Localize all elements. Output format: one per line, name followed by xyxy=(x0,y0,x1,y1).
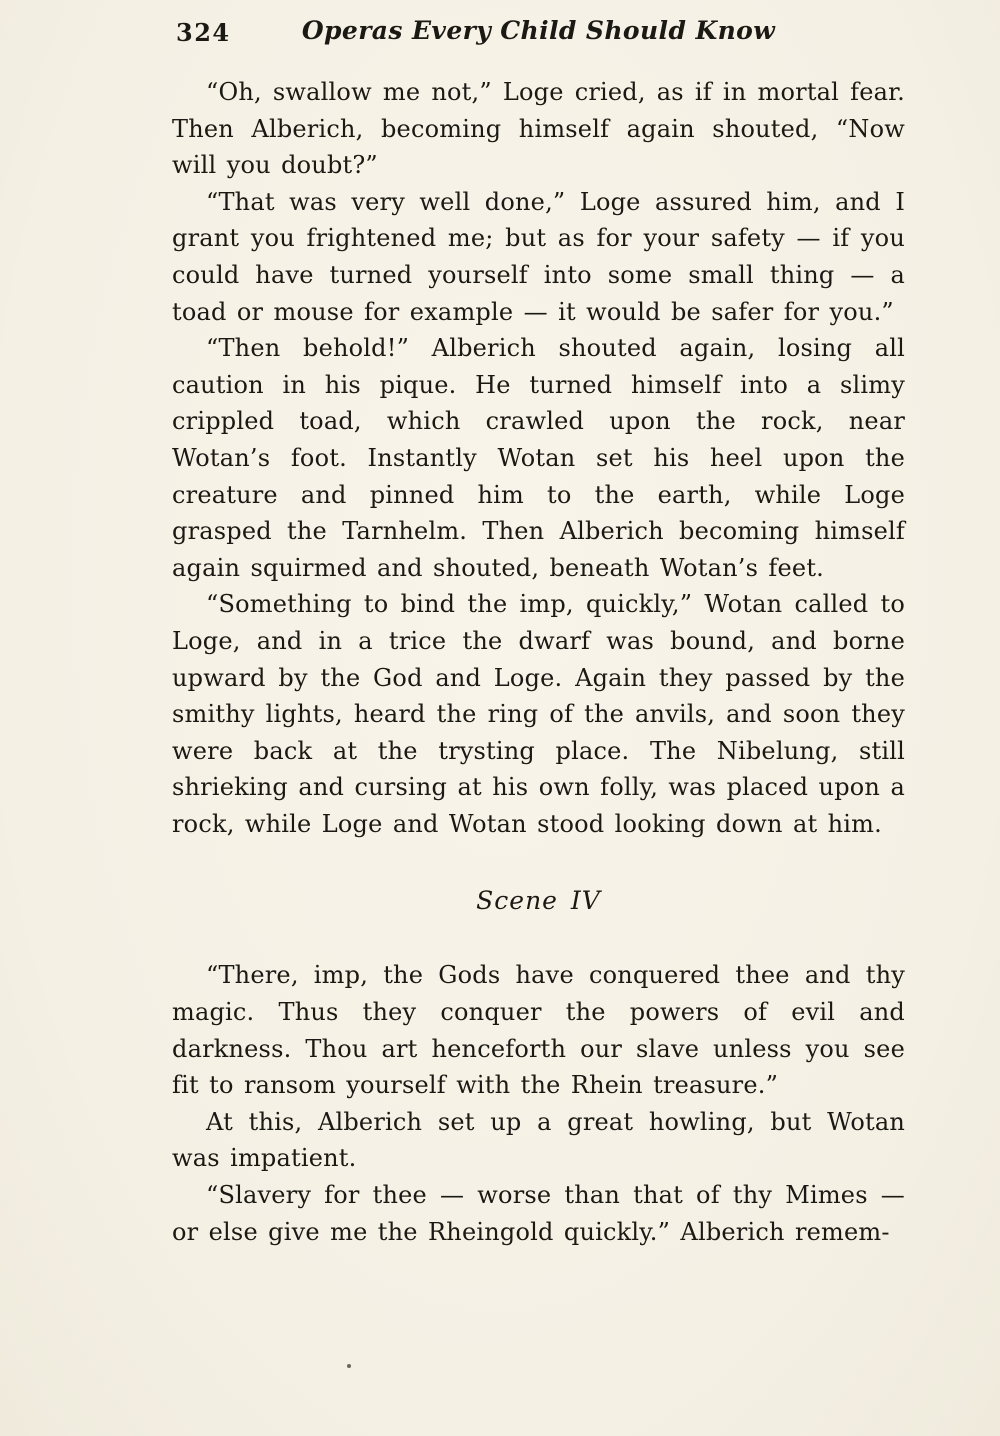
ink-speck xyxy=(347,1364,351,1368)
paragraph: “Oh, swallow me not,” Loge cried, as if in mortal fear. Then Alberich, becoming himself again shouted, “Now will you doubt?” xyxy=(172,78,905,180)
paragraph: “Something to bind the imp, quickly,” Wotan called to Loge, and in a trice the dwarf was bound, and borne upward by the God and Loge. Again they passed by the smithy lights, heard the ring of the anvils, and soon they were back at the trysting place. The Nibelung, still shrieking and cursing at his own folly, was placed upon a rock, while Loge and Wotan stood looking down at him. xyxy=(172,590,905,838)
paragraph: At this, Alberich set up a great howling, but Wotan was impatient. xyxy=(172,1107,905,1173)
page-body xyxy=(172,74,905,1250)
paragraph: “Then behold!” Alberich shouted again, losing all caution in his pique. He turned himself into a slimy crippled toad, which crawled upon the rock, near Wotan’s foot. Instantly Wotan set his heel upon the creature and pinned him to the earth, while Loge grasped the Tarnhelm. Then Alberich becoming himself again squirmed and shouted, beneath Wotan’s feet. xyxy=(172,334,905,582)
paragraph: “That was very well done,” Loge assured him, and I grant you frightened me; but as for your safety — if you could have turned yourself into some small thing — a toad or mouse for example — it would be safer for you.” xyxy=(172,187,905,326)
running-title: Operas Every Child Should Know xyxy=(301,16,776,45)
page-number: 324 xyxy=(176,18,231,47)
paragraph: “There, imp, the Gods have conquered thee and thy magic. Thus they conquer the powers of evil and darkness. Thou art henceforth our slave unless you see fit to ransom yourself with the Rhein treasure.” xyxy=(172,961,905,1100)
page-header xyxy=(172,14,905,62)
paragraph: “Slavery for thee — worse than that of thy Mimes — or else give me the Rheingold quickly.” Alberich remem- xyxy=(172,1181,905,1246)
scene-heading: Scene IV xyxy=(476,886,601,916)
page-content xyxy=(172,14,905,1250)
